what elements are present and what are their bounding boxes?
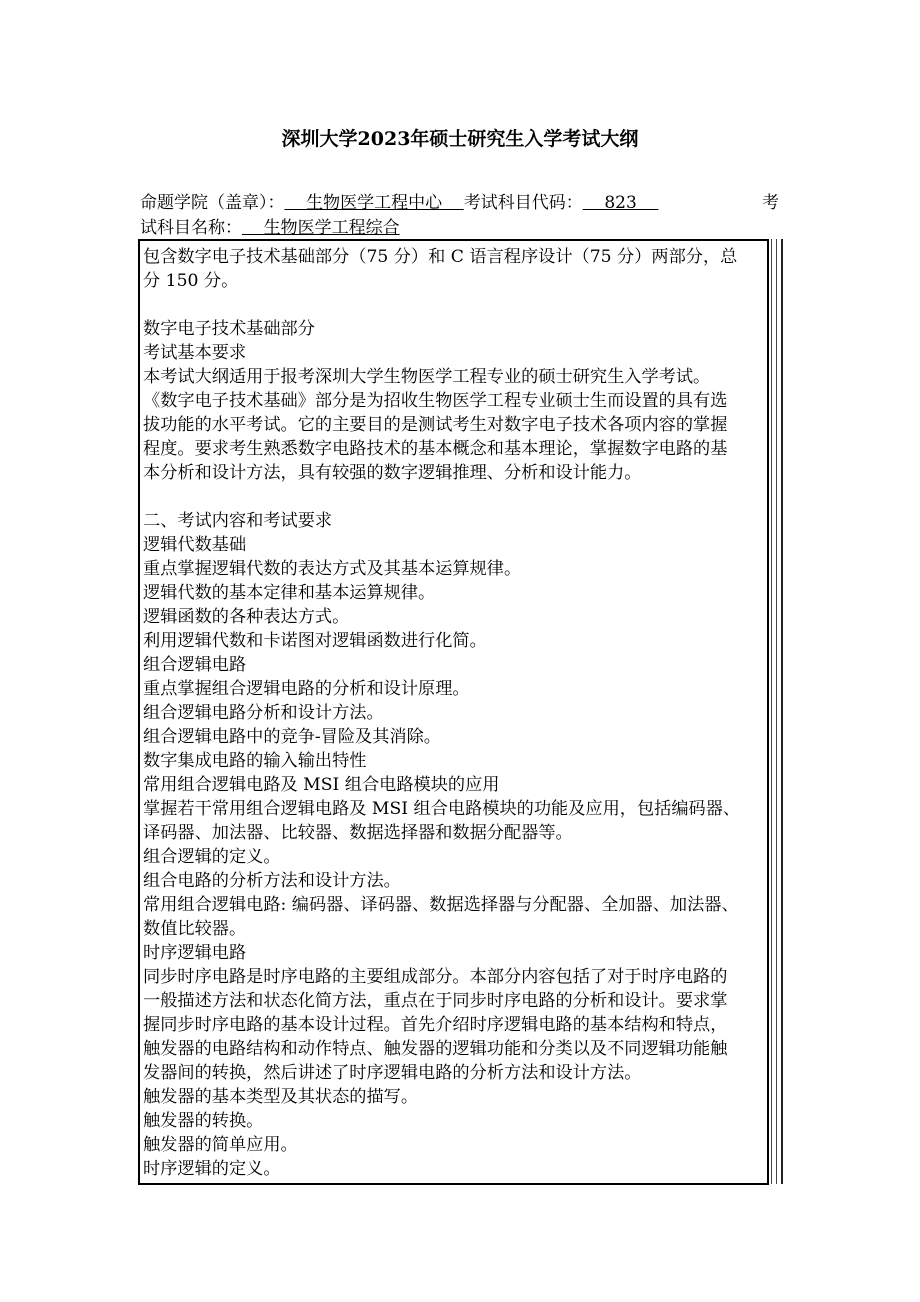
- content-line: 握同步时序电路的基本设计过程。首先介绍时序逻辑电路的基本结构和特点，: [143, 1015, 728, 1035]
- content-line: 时序逻辑电路: [143, 943, 247, 963]
- content-line: 触发器的电路结构和动作特点、触发器的逻辑功能和分类以及不同逻辑功能触: [143, 1039, 728, 1059]
- content-line: 触发器的简单应用。: [143, 1135, 298, 1155]
- content-line: 重点掌握组合逻辑电路的分析和设计原理。: [143, 679, 470, 699]
- content-line: 拔功能的水平考试。它的主要目的是测试考生对数字电子技术各项内容的掌握: [143, 415, 728, 435]
- content-line: [143, 485, 740, 509]
- content-line: 数值比较器。: [143, 919, 247, 939]
- content-line: 组合逻辑电路分析和设计方法。: [143, 703, 384, 723]
- code-value: 823: [582, 193, 659, 213]
- document-title: 深圳大学2023年硕士研究生入学考试大纲: [281, 128, 639, 150]
- border-line: [781, 239, 783, 1184]
- subject-name-label: 试科目名称：: [140, 218, 242, 238]
- code-label: 考试科目代码：: [463, 193, 583, 213]
- content-line: 同步时序电路是时序电路的主要组成部分。本部分内容包括了对于时序电路的: [143, 967, 728, 987]
- meta-line-1: [140, 188, 658, 213]
- border-line: [771, 239, 772, 1184]
- content-line: 利用逻辑代数和卡诺图对逻辑函数进行化简。: [143, 631, 487, 651]
- content-line: 考试基本要求: [143, 343, 247, 363]
- college-value: 生物医学工程中心: [284, 193, 464, 213]
- college-label: 命题学院（盖章）：: [140, 193, 285, 213]
- content-line: [143, 293, 740, 317]
- content-lines: [143, 245, 740, 1181]
- content-line: 逻辑代数基础: [143, 535, 247, 555]
- content-line: 数字电子技术基础部分: [143, 319, 315, 339]
- content-line: 二、考试内容和考试要求: [143, 511, 333, 531]
- content-line: 常用组合逻辑电路: 编码器、译码器、数据选择器与分配器、全加器、加法器、: [143, 895, 739, 915]
- content-line: 一般描述方法和状态化简方法，重点在于同步时序电路的分析和设计。要求掌: [143, 991, 728, 1011]
- content-line: 掌握若干常用组合逻辑电路及 MSI 组合电路模块的功能及应用，包括编码器、: [143, 799, 741, 819]
- content-line: 发器间的转换，然后讲述了时序逻辑电路的分析方法和设计方法。: [143, 1063, 642, 1083]
- content-line: 分 150 分。: [143, 271, 239, 291]
- content-line: 本考试大纲适用于报考深圳大学生物医学工程专业的硕士研究生入学考试。: [143, 367, 711, 387]
- content-line: 包含数字电子技术基础部分（75 分）和 C 语言程序设计（75 分）两部分，总: [143, 247, 738, 267]
- content-line: 译码器、加法器、比较器、数据选择器和数据分配器等。: [143, 823, 573, 843]
- content-line: 常用组合逻辑电路及 MSI 组合电路模块的应用: [143, 775, 500, 795]
- border-line: [776, 239, 777, 1184]
- content-line: 触发器的转换。: [143, 1111, 264, 1131]
- content-line: 时序逻辑的定义。: [143, 1159, 281, 1179]
- content-line: 重点掌握逻辑代数的表达方式及其基本运算规律。: [143, 559, 522, 579]
- content-line: 本分析和设计方法，具有较强的数字逻辑推理、分析和设计能力。: [143, 463, 642, 483]
- content-line: 数字集成电路的输入输出特性: [143, 751, 367, 771]
- content-line: 触发器的基本类型及其状态的描写。: [143, 1087, 419, 1107]
- content-line: 组合逻辑的定义。: [143, 847, 281, 867]
- subject-name-value: 生物医学工程综合: [242, 218, 400, 238]
- content-line: 逻辑代数的基本定律和基本运算规律。: [143, 583, 436, 603]
- content-line: 《数字电子技术基础》部分是为招收生物医学工程专业硕士生而设置的具有选: [143, 391, 728, 411]
- content-line: 程度。要求考生熟悉数字电路技术的基本概念和基本理论，掌握数字电路的基: [143, 439, 728, 459]
- content-line: 组合逻辑电路: [143, 655, 247, 675]
- content-line: 逻辑函数的各种表达方式。: [143, 607, 350, 627]
- content-line: 组合逻辑电路中的竞争-冒险及其消除。: [143, 727, 441, 747]
- name-label-part1: 考: [762, 193, 779, 213]
- content-line: 组合电路的分析方法和设计方法。: [143, 871, 401, 891]
- content-box: [138, 239, 769, 1185]
- meta-line-2: [140, 213, 400, 238]
